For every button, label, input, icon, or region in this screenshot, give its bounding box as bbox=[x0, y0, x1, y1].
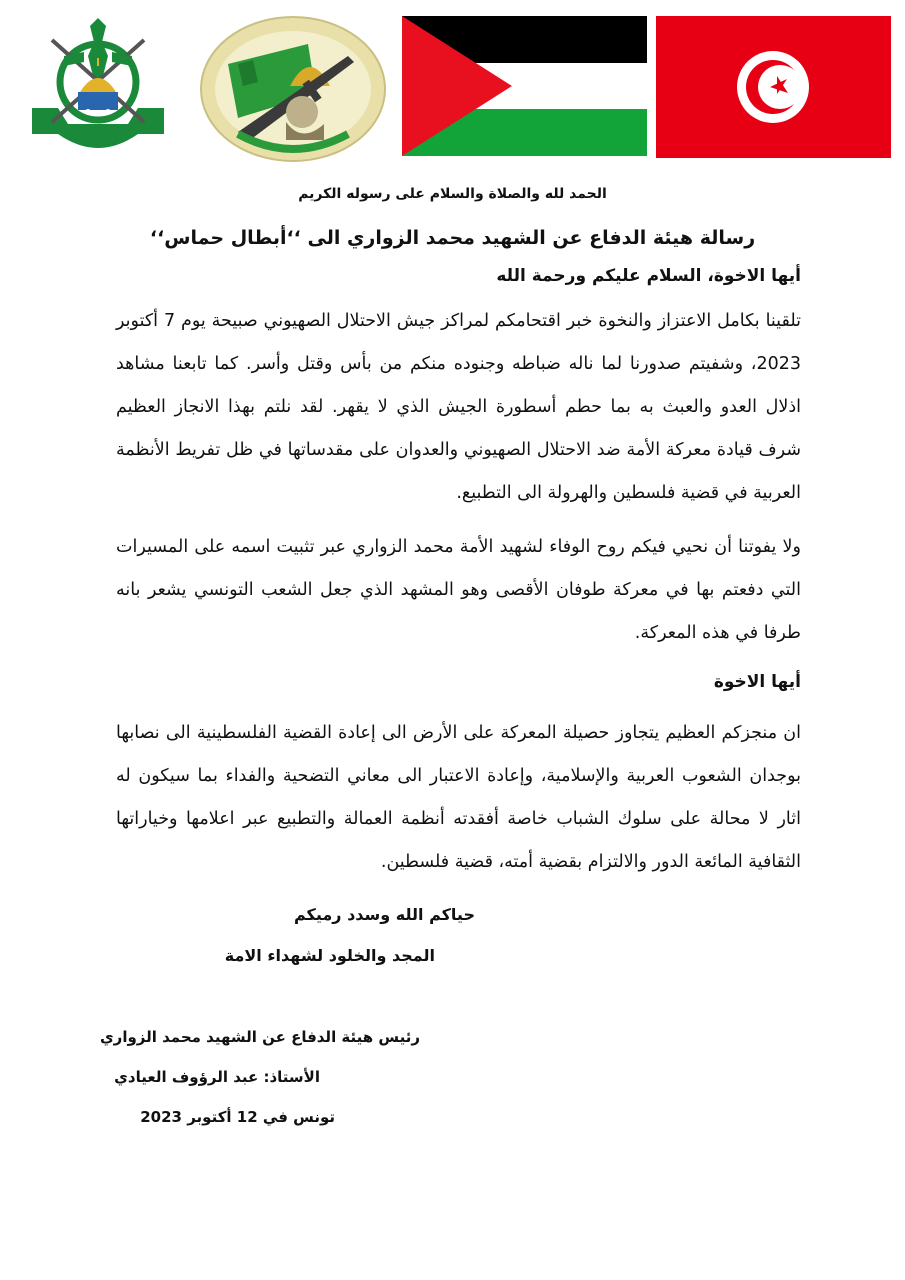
section-heading: أيها الاخوة bbox=[713, 672, 801, 692]
signature-name: الأستاذ: عبد الرؤوف العيادي bbox=[114, 1068, 320, 1086]
closing-blessing: حياكم الله وسدد رميكم bbox=[294, 905, 475, 924]
paragraph-1: تلقينا بكامل الاعتزاز والنخوة خبر اقتحامكم لمراكز جيش الاحتلال الصهيوني صبيحة يوم 7 أكتوبر 2023، وشفيتم صدورنا لما ناله ضباطه وجنوده منكم من بأس وقتل وأسر. كما تابعنا مشاهد اذلال العدو والعبث به بما حطم أسطورة الجيش الذي لا يقهر. لقد نلتم بهذا الانجاز العظيم شرف قيادة معركة الأمة ضد الاحتلال الصهيوني والعدوان على مقدساتها في ظل تفريط الأنظمة العربية في قضية فلسطين والهرولة الى التطبيع. bbox=[116, 311, 801, 503]
header-logos bbox=[0, 0, 905, 175]
signature-role: رئيس هيئة الدفاع عن الشهيد محمد الزواري bbox=[99, 1028, 420, 1046]
palestine-flag bbox=[402, 16, 647, 156]
paragraph-2: ولا يفوتنا أن نحيي فيكم روح الوفاء لشهيد الأمة محمد الزواري عبر تثبيت اسمه على المسيرات التي دفعتم بها في معركة طوفان الأقصى وهو المشهد الذي جعل الشعب التونسي يشعر بانه طرفا في هذه المعركة. bbox=[116, 537, 801, 643]
signature-place-date: تونس في 12 أكتوبر 2023 bbox=[140, 1108, 335, 1126]
closing-glory: المجد والخلود لشهداء الامة bbox=[224, 946, 435, 965]
hamas-emblem-logo bbox=[28, 12, 168, 162]
opening-praise: الحمد لله والصلاة والسلام على رسوله الكريم bbox=[298, 186, 607, 202]
greeting-line: أيها الاخوة، السلام عليكم ورحمة الله bbox=[496, 266, 801, 286]
letter-title: رسالة هيئة الدفاع عن الشهيد محمد الزواري الى ‘‘أبطال حماس‘‘ bbox=[149, 227, 756, 249]
tunisia-flag bbox=[656, 16, 891, 158]
paragraph-3: ان منجزكم العظيم يتجاوز حصيلة المعركة على الأرض الى إعادة القضية الفلسطينية الى نصابها بوجدان الشعوب العربية والإسلامية، وإعادة الاعتبار الى معاني التضحية والفداء بما سيكون له اثار لا محالة على سلوك الشباب خاصة أفقدته أنظمة العمالة والتطبيع عبر اعلامها وخياراتها الثقافية المائعة الدور والالتزام بقضية أمته، قضية فلسطين. bbox=[116, 723, 801, 872]
qassam-brigades-emblem-logo bbox=[198, 14, 388, 164]
